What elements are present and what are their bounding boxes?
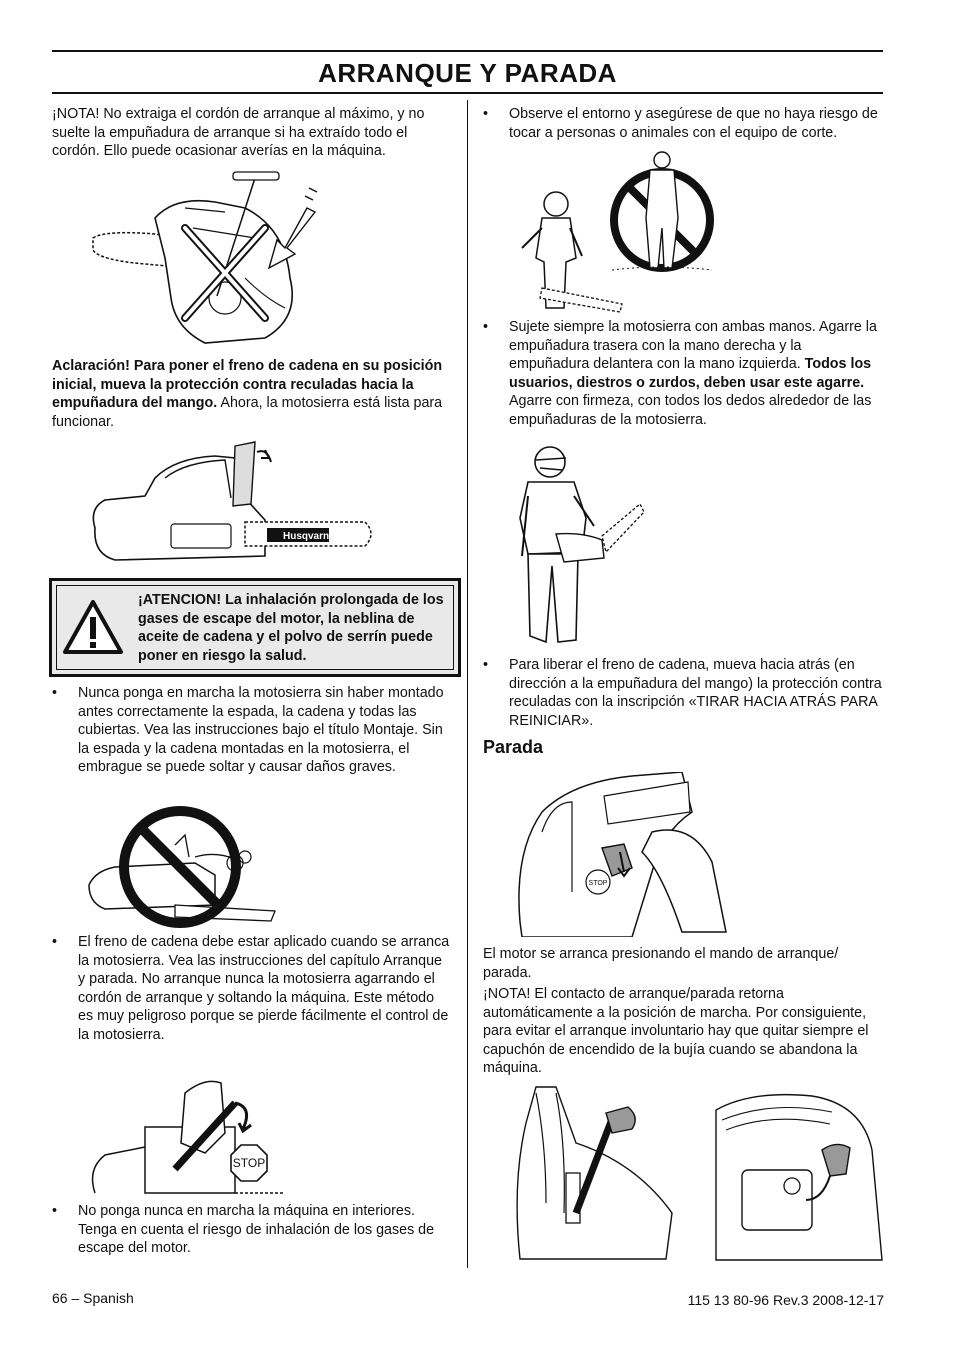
warning-text: ¡ATENCION! La inhalación prolongada de los gases de escape del motor, la neblina de aceite de cadena y el polvo de serrín puede poner en riesgo la salud. xyxy=(138,592,444,664)
grip-text-bold: Todos los usuarios, diestros o zurdos, deben usar este agarre. xyxy=(509,356,872,391)
aclaracion-rest: Ahora, la motosierra está lista para funcionar. xyxy=(52,395,443,430)
spark-plug-cap-illustration-2 xyxy=(712,1090,884,1262)
column-divider xyxy=(467,100,468,1268)
chain-brake-illustration xyxy=(85,438,380,568)
title-rule xyxy=(52,92,883,94)
nota-starter-cord: ¡NOTA! No extraiga el cordón de arranque al máximo, y no suelte la empuñadura de arranque si ha extraído todo el cordón. Ello puede ocasionar averías en la máquina. xyxy=(52,106,425,159)
no-bar-chain-illustration xyxy=(85,805,280,930)
left-bullet-3: • No ponga nunca en marcha la máquina en interiores. Tenga en cuenta el riesgo de inhalación de los gases de escape del motor. xyxy=(52,1202,452,1258)
right-bullet-2 xyxy=(483,318,883,429)
top-rule xyxy=(52,50,883,52)
document-id: 115 13 80-96 Rev.3 2008-12-17 xyxy=(687,1292,884,1308)
starter-cord-illustration xyxy=(85,168,325,358)
right-bullet-3: • Para liberar el freno de cadena, mueva hacia atrás (en dirección a la empuñadura del mango) la protección contra reculadas con la inscripción «TIRAR HACIA ATRÁS PARA REINICIAR». xyxy=(483,656,883,730)
left-bullet-1: • Nunca ponga en marcha la motosierra sin haber montado antes correctamente la espada, la cadena y todas las cubiertas. Vea las instrucciones bajo el título Montaje. Sin la espada y la cadena montadas en la motosierra, el embrague se puede soltar y causar daños graves. xyxy=(52,684,452,777)
page-number: 66 – Spanish xyxy=(52,1290,134,1306)
chainsaw-brand-text: Husqvarna xyxy=(283,531,335,542)
parada-paragraph-1: El motor se arranca presionando el mando de arranque/ parada. xyxy=(483,946,839,981)
parada-paragraph-2: ¡NOTA! El contacto de arranque/parada retorna automáticamente a la posición de marcha. Por consiguiente, para evitar el arranque involuntario hay que quitar siempre el capuchón de encendido de la bujía cuando se abandona la máquina. xyxy=(483,986,869,1076)
grip-text-a: Sujete siempre la motosierra con ambas manos. Agarre la empuñadura trasera con la mano derecha y la empuñadura delantera con la mano izquierda. xyxy=(509,319,877,372)
start-brake-illustration xyxy=(85,1073,285,1198)
warning-box xyxy=(49,578,461,677)
parada-heading: Parada xyxy=(483,737,544,757)
page-title: ARRANQUE Y PARADA xyxy=(318,58,617,88)
spark-plug-cap-illustration-1 xyxy=(516,1083,676,1263)
aclaracion-bold: Aclaración! Para poner el freno de cadena en su posición inicial, mueva la protección contra reculadas hacia la empuñadura del mango. xyxy=(52,358,443,411)
two-hand-grip-illustration xyxy=(512,436,647,654)
aclaracion-paragraph xyxy=(52,357,452,431)
left-bullet-2: • El freno de cadena debe estar aplicado cuando se arranca la motosierra. Vea las instrucciones del capítulo Arranque y parada. No arranque nunca la motosierra agarrando el cordón de arranque y soltando la máquina. Este método es muy peligroso porque se pierde fácilmente el control de la motosierra. xyxy=(52,933,452,1044)
stop-switch-illustration xyxy=(512,772,727,937)
stop-sign-text: STOP xyxy=(232,1156,266,1170)
safety-zone-illustration xyxy=(512,148,717,318)
stop-switch-text: STOP xyxy=(588,880,608,887)
right-bullet-1: • Observe el entorno y asegúrese de que no haya riesgo de tocar a personas o animales con el equipo de corte. xyxy=(483,105,883,142)
grip-text-b: Agarre con firmeza, con todos los dedos alrededor de las empuñaduras de la motosierra. xyxy=(509,393,872,428)
warning-triangle-icon xyxy=(62,599,124,655)
